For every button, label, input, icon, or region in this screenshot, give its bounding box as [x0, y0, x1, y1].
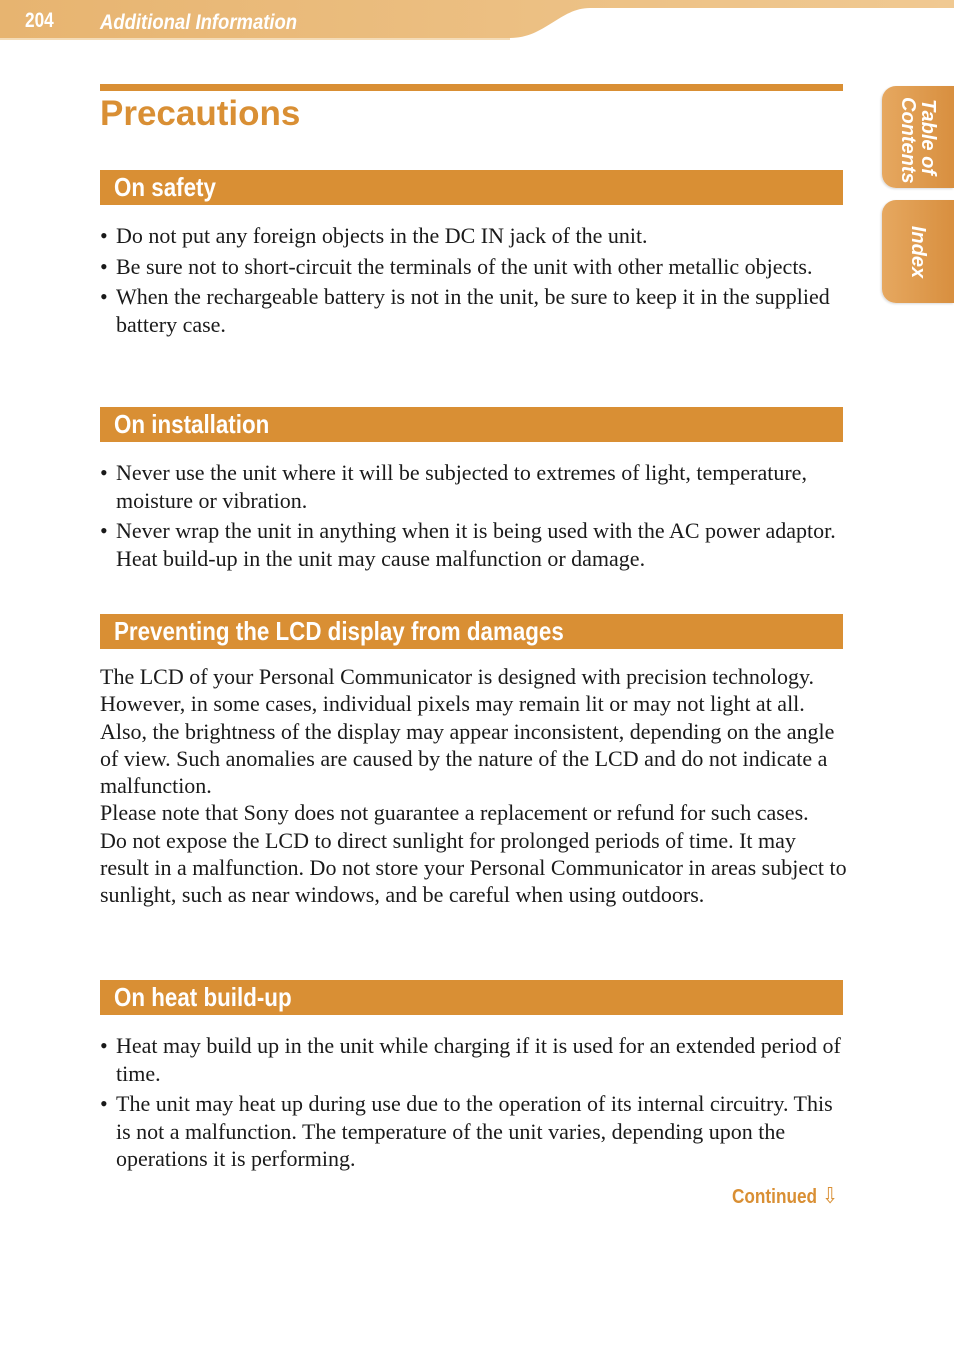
down-arrow-icon: ⇩ — [822, 1183, 839, 1208]
section-heading-label: On safety — [114, 172, 216, 202]
section-heading-label: On heat build-up — [114, 982, 292, 1012]
section-heading-label: Preventing the LCD display from damages — [114, 616, 564, 646]
list-item: • The unit may heat up during use due to the operation of its internal circuitry. This is not a malfunction. The temperature of the unit varies, depending upon the operations it is performing. — [100, 1090, 845, 1173]
page-header — [0, 0, 954, 40]
page-title: Precautions — [100, 94, 301, 133]
paragraph: Please note that Sony does not guarantee a replacement or refund for such cases. — [100, 800, 809, 826]
section-title: Additional Information — [100, 11, 298, 34]
on-heat-build-up-list — [100, 1032, 845, 1176]
paragraph: Do not expose the LCD to direct sunlight for prolonged periods of time. It may result in a malfunction. Do not store your Personal Communicator in areas subject to sunlight, such as near windows, and be careful when using outdoors. — [100, 827, 847, 908]
section-heading-on-heat-build-up — [100, 980, 843, 1015]
section-heading-lcd-display — [100, 614, 843, 649]
paragraph: The LCD of your Personal Communicator is designed with precision technology. However, in some cases, individual pixels may remain lit or may not light at all. Also, the brightness of the display may appear inconsistent, depending on the angle of view. Such anomalies are caused by the nature of the LCD and do not indicate a malfunction. — [100, 664, 835, 799]
index-tab[interactable] — [882, 200, 954, 303]
list-item: • Do not put any foreign objects in the DC IN jack of the unit. — [100, 222, 845, 250]
continued-link[interactable] — [732, 1183, 838, 1209]
list-item: • When the rechargeable battery is not in the unit, be sure to keep it in the supplied battery case. — [100, 283, 845, 338]
on-installation-list — [100, 459, 845, 575]
continued-label: Continued — [732, 1186, 818, 1208]
list-item: • Be sure not to short-circuit the terminals of the unit with other metallic objects. — [100, 253, 845, 281]
section-heading-on-safety — [100, 170, 843, 205]
title-rule — [100, 84, 843, 91]
lcd-display-body — [100, 663, 848, 909]
table-of-contents-tab[interactable] — [882, 86, 954, 188]
list-item: • Heat may build up in the unit while charging if it is used for an extended period of time. — [100, 1032, 845, 1087]
list-item: • Never wrap the unit in anything when it is being used with the AC power adaptor. Heat build-up in the unit may cause malfunction or damage. — [100, 517, 845, 572]
page-number: 204 — [25, 9, 54, 32]
section-heading-label: On installation — [114, 409, 270, 439]
index-tab-label: Index — [907, 225, 929, 278]
section-heading-on-installation — [100, 407, 843, 442]
table-of-contents-tab-label: Table of Contents — [897, 97, 939, 184]
on-safety-list — [100, 222, 845, 341]
list-item: • Never use the unit where it will be subjected to extremes of light, temperature, moisture or vibration. — [100, 459, 845, 514]
